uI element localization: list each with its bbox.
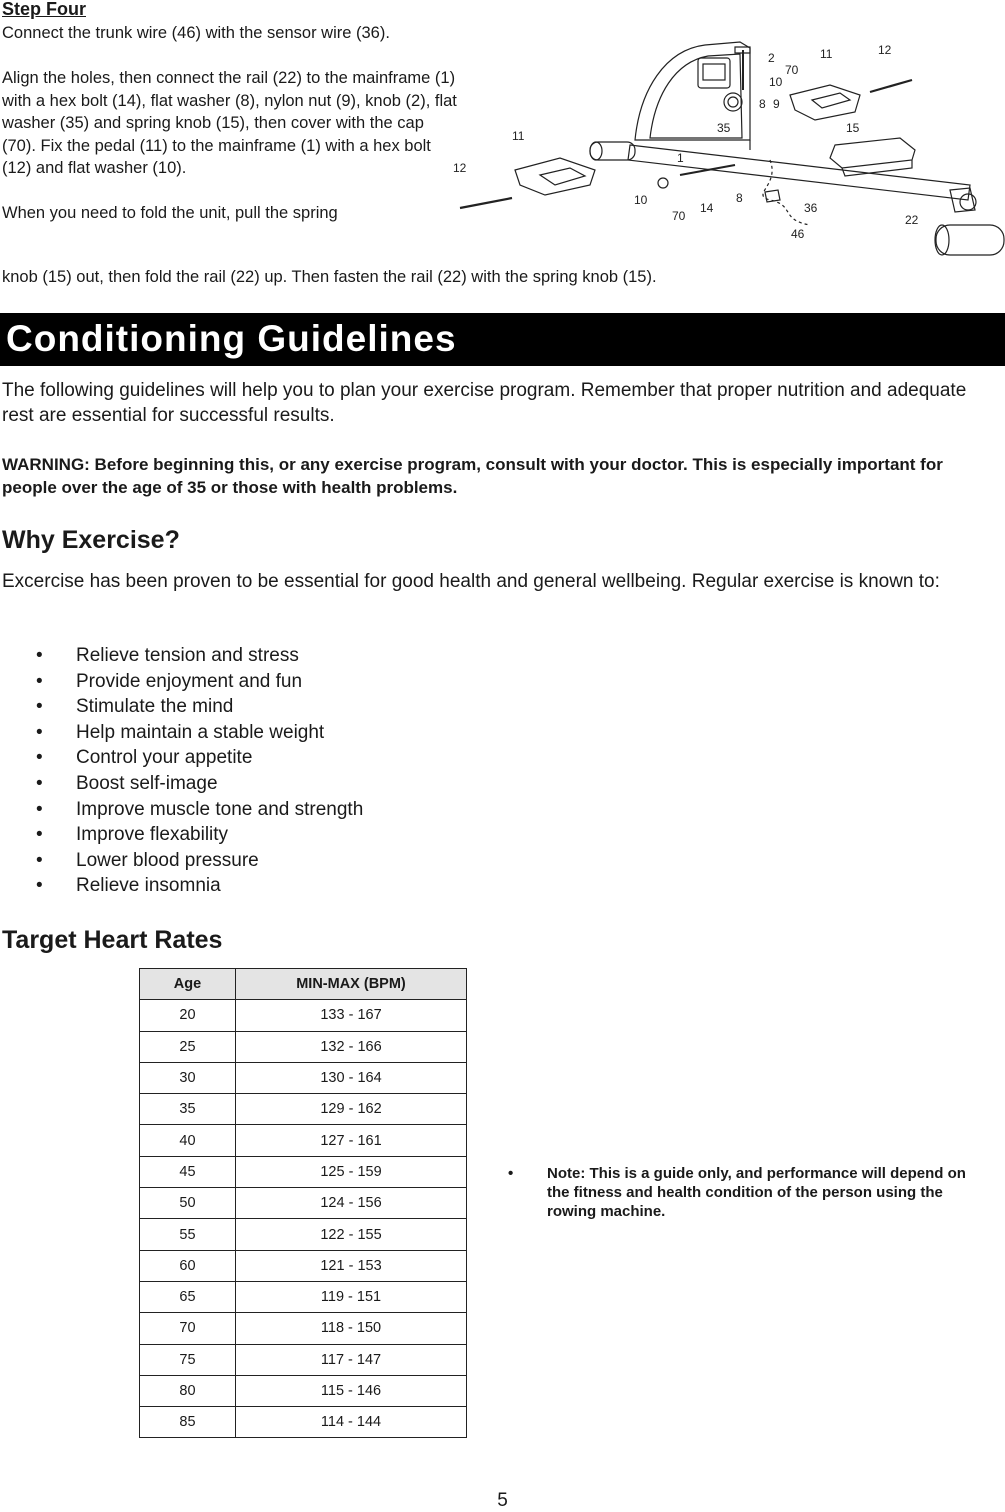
bpm-cell: 130 - 164 bbox=[236, 1062, 467, 1093]
diagram-label: 1 bbox=[677, 151, 684, 165]
step-paragraph: Connect the trunk wire (46) with the sensor wire (36). bbox=[2, 24, 390, 42]
step-paragraph: When you need to fold the unit, pull the spring bbox=[2, 204, 338, 222]
table-row bbox=[140, 1062, 467, 1093]
bullet-icon: • bbox=[36, 798, 43, 820]
column-header-age: Age bbox=[140, 969, 236, 1000]
bolt-12-right bbox=[870, 80, 912, 92]
section-title: Conditioning Guidelines bbox=[6, 318, 457, 359]
table-row bbox=[140, 1031, 467, 1062]
warning-paragraph: WARNING: Before beginning this, or any exercise program, consult with your doctor. This is especially important for people over the age of 35 or those with health problems. bbox=[2, 455, 943, 497]
table-row bbox=[140, 1407, 467, 1438]
pedal-right bbox=[790, 85, 860, 120]
list-item: • Control your appetite bbox=[0, 745, 600, 771]
list-item: • Help maintain a stable weight bbox=[0, 720, 600, 746]
bullet-icon: • bbox=[36, 824, 43, 846]
bpm-cell: 121 - 153 bbox=[236, 1250, 467, 1281]
diagram-label: 36 bbox=[804, 201, 818, 215]
age-cell: 40 bbox=[140, 1125, 236, 1156]
page-number: 5 bbox=[497, 1490, 508, 1511]
table-row bbox=[140, 1094, 467, 1125]
age-cell: 55 bbox=[140, 1219, 236, 1250]
bpm-cell: 132 - 166 bbox=[236, 1031, 467, 1062]
diagram-label: 12 bbox=[878, 43, 892, 57]
diagram-label: 35 bbox=[717, 121, 731, 135]
age-cell: 80 bbox=[140, 1375, 236, 1406]
age-cell: 65 bbox=[140, 1281, 236, 1312]
age-cell: 50 bbox=[140, 1188, 236, 1219]
bpm-cell: 114 - 144 bbox=[236, 1407, 467, 1438]
step-paragraph: Align the holes, then connect the rail (22) to the mainframe (1) with a hex bolt (14), flat washer (8), nylon nut (9), knob (2), flat washer (35) and spring knob (15), then cover with the cap (70). Fix the pedal (11) to the mainframe (1) with a hex bolt (12) and flat washer (10). bbox=[2, 69, 457, 177]
bpm-cell: 129 - 162 bbox=[236, 1094, 467, 1125]
bpm-cell: 133 - 167 bbox=[236, 1000, 467, 1031]
bullet-icon: • bbox=[36, 849, 43, 871]
age-cell: 70 bbox=[140, 1313, 236, 1344]
table-row bbox=[140, 1375, 467, 1406]
table-row bbox=[140, 1219, 467, 1250]
step-paragraph-continued: knob (15) out, then fold the rail (22) up. Then fasten the rail (22) with the spring knob (15). bbox=[2, 268, 657, 286]
table-row bbox=[140, 1344, 467, 1375]
diagram-label: 70 bbox=[785, 63, 799, 77]
age-cell: 85 bbox=[140, 1407, 236, 1438]
bullet-icon: • bbox=[36, 747, 43, 769]
diagram-label: 46 bbox=[791, 227, 805, 241]
step-title: Step Four bbox=[2, 0, 86, 19]
diagram-label: 15 bbox=[846, 121, 860, 135]
list-item: • Stimulate the mind bbox=[0, 694, 600, 720]
age-cell: 45 bbox=[140, 1156, 236, 1187]
age-cell: 20 bbox=[140, 1000, 236, 1031]
rear-roller bbox=[936, 225, 1004, 255]
bullet-icon: • bbox=[36, 772, 43, 794]
note-bullet-icon: • bbox=[508, 1165, 514, 1182]
table-row bbox=[140, 1000, 467, 1031]
intro-paragraph: The following guidelines will help you to plan your exercise program. Remember that proper nutrition and adequate rest are essential for successful results. bbox=[2, 380, 967, 426]
bpm-cell: 118 - 150 bbox=[236, 1313, 467, 1344]
list-item: • Relieve tension and stress bbox=[0, 643, 600, 669]
diagram-label: 11 bbox=[820, 47, 833, 61]
age-cell: 30 bbox=[140, 1062, 236, 1093]
list-item: • Improve flexability bbox=[0, 822, 600, 848]
tension-knob bbox=[724, 93, 742, 111]
diagram-label: 12 bbox=[453, 161, 467, 175]
bullet-icon: • bbox=[36, 875, 43, 897]
bpm-cell: 119 - 151 bbox=[236, 1281, 467, 1312]
why-exercise-heading: Why Exercise? bbox=[2, 526, 180, 554]
heart-rate-note: Note: This is a guide only, and performance will depend on the fitness and health condition of the person using the rowing machine. bbox=[547, 1165, 983, 1220]
table-row bbox=[140, 1281, 467, 1312]
table-row bbox=[140, 1313, 467, 1344]
diagram-label: 9 bbox=[773, 97, 780, 111]
diagram-label: 2 bbox=[768, 51, 775, 65]
table-header-row bbox=[140, 969, 467, 1000]
diagram-label: 22 bbox=[905, 213, 919, 227]
heart-rates-heading: Target Heart Rates bbox=[2, 926, 223, 954]
diagram-label: 70 bbox=[672, 209, 686, 223]
step-instructions bbox=[2, 22, 462, 225]
bullet-icon: • bbox=[36, 670, 43, 692]
list-item: • Provide enjoyment and fun bbox=[0, 669, 600, 695]
diagram-label: 10 bbox=[769, 75, 783, 89]
table-row bbox=[140, 1156, 467, 1187]
benefits-list bbox=[0, 643, 600, 899]
bpm-cell: 124 - 156 bbox=[236, 1188, 467, 1219]
bullet-icon: • bbox=[36, 645, 43, 666]
seat bbox=[830, 138, 915, 168]
age-cell: 35 bbox=[140, 1094, 236, 1125]
column-header-bpm: MIN-MAX (BPM) bbox=[236, 969, 467, 1000]
list-item: • Relieve insomnia bbox=[0, 873, 600, 899]
why-exercise-text: Excercise has been proven to be essential for good health and general wellbeing. Regular exercise is known to: bbox=[2, 571, 940, 592]
bolt-12-left bbox=[460, 198, 512, 208]
diagram-label: 14 bbox=[700, 201, 714, 215]
age-cell: 60 bbox=[140, 1250, 236, 1281]
table-row bbox=[140, 1125, 467, 1156]
list-item: • Improve muscle tone and strength bbox=[0, 797, 600, 823]
heart-rate-table bbox=[139, 968, 467, 1438]
age-cell: 75 bbox=[140, 1344, 236, 1375]
diagram-label: 8 bbox=[759, 97, 766, 111]
bullet-icon: • bbox=[36, 721, 43, 743]
bpm-cell: 127 - 161 bbox=[236, 1125, 467, 1156]
diagram-label: 11 bbox=[512, 129, 525, 143]
bpm-cell: 115 - 146 bbox=[236, 1375, 467, 1406]
table-row bbox=[140, 1250, 467, 1281]
diagram-label: 10 bbox=[634, 193, 648, 207]
list-item: • Boost self-image bbox=[0, 771, 600, 797]
age-cell: 25 bbox=[140, 1031, 236, 1062]
bpm-cell: 125 - 159 bbox=[236, 1156, 467, 1187]
assembly-diagram bbox=[450, 20, 1005, 265]
table-row bbox=[140, 1188, 467, 1219]
bullet-icon: • bbox=[36, 696, 43, 718]
bpm-cell: 117 - 147 bbox=[236, 1344, 467, 1375]
diagram-label: 8 bbox=[736, 191, 743, 205]
bpm-cell: 122 - 155 bbox=[236, 1219, 467, 1250]
list-item: • Lower blood pressure bbox=[0, 848, 600, 874]
